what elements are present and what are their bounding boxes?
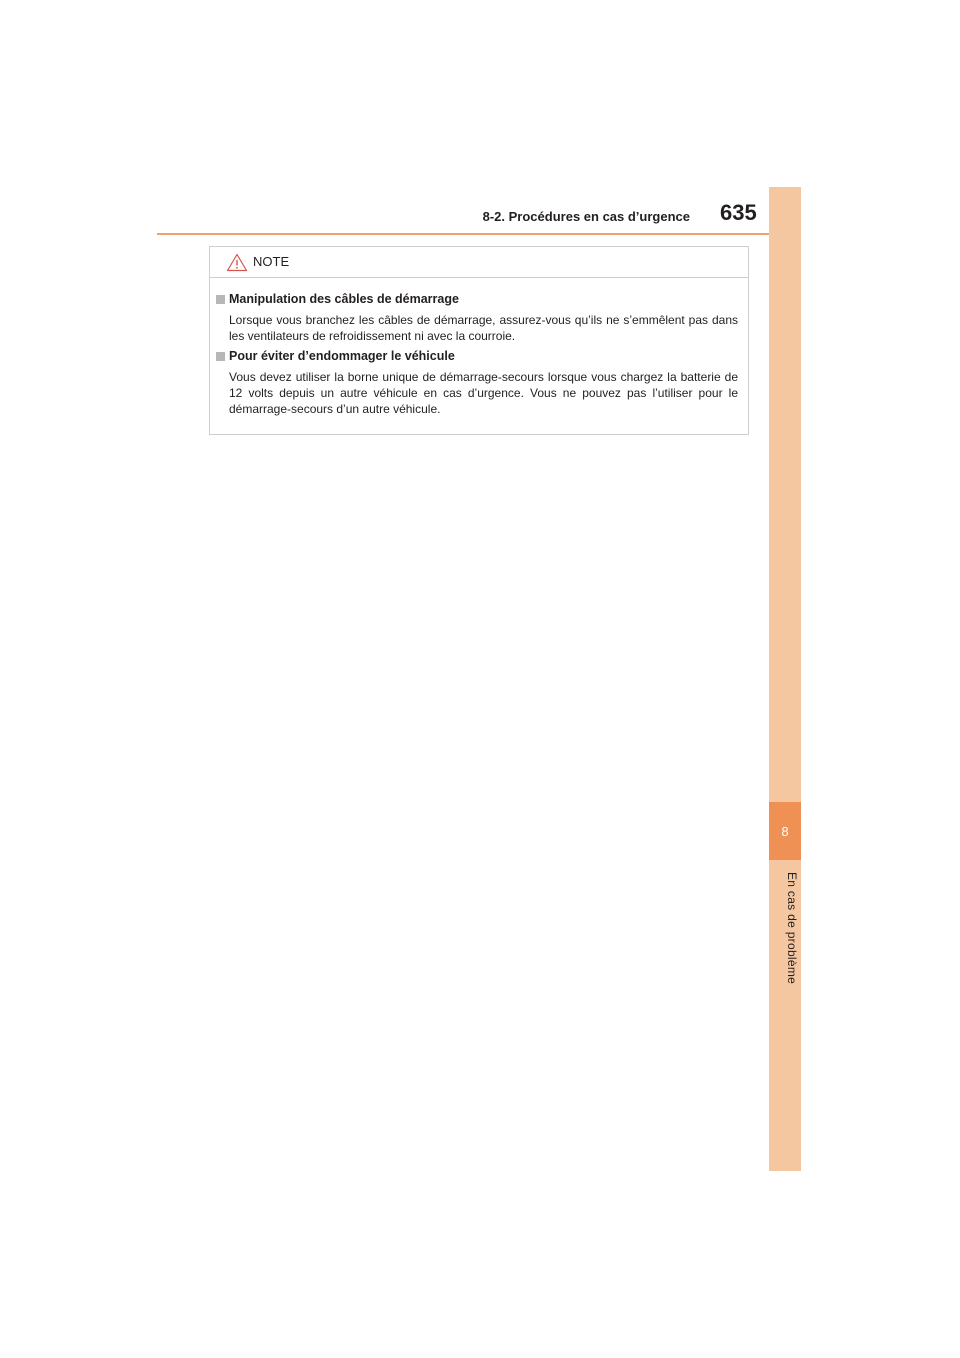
chapter-side-tab [769,187,801,1171]
notice-item-title [216,291,738,308]
notice-item [216,291,738,344]
notice-item-title-text: Manipulation des câbles de démarrage [229,292,459,306]
chapter-number: 8 [781,823,789,839]
notice-item [216,348,738,417]
header-rule [157,233,801,235]
chapter-title: En cas de problème [785,872,799,985]
notice-item-title-text: Pour éviter d’endommager le véhicule [229,349,455,363]
square-bullet-icon [216,352,225,361]
notice-item-title [216,348,738,365]
page-number: 635 [720,200,757,225]
notice-item-text: Vous devez utiliser la borne unique de démarrage-secours lorsque vous chargez la batterie de 12 volts depuis un autre véhicule en cas d’urgence. Vous ne pouvez pas l’utiliser pour le démarrage-secours d’un autre véhicule. [229,370,738,416]
notice-header [210,247,748,278]
notice-box [209,246,749,435]
notice-label: NOTE [253,254,290,269]
warning-triangle-icon [226,253,248,272]
square-bullet-icon [216,295,225,304]
notice-body [210,278,748,417]
chapter-number-box [769,802,801,860]
notice-item-text: Lorsque vous branchez les câbles de démarrage, assurez-vous qu’ils ne s’emmêlent pas dans les ventilateurs de refroidissement ni avec la courroie. [229,313,738,343]
section-title: 8-2. Procédures en cas d’urgence [482,209,690,224]
